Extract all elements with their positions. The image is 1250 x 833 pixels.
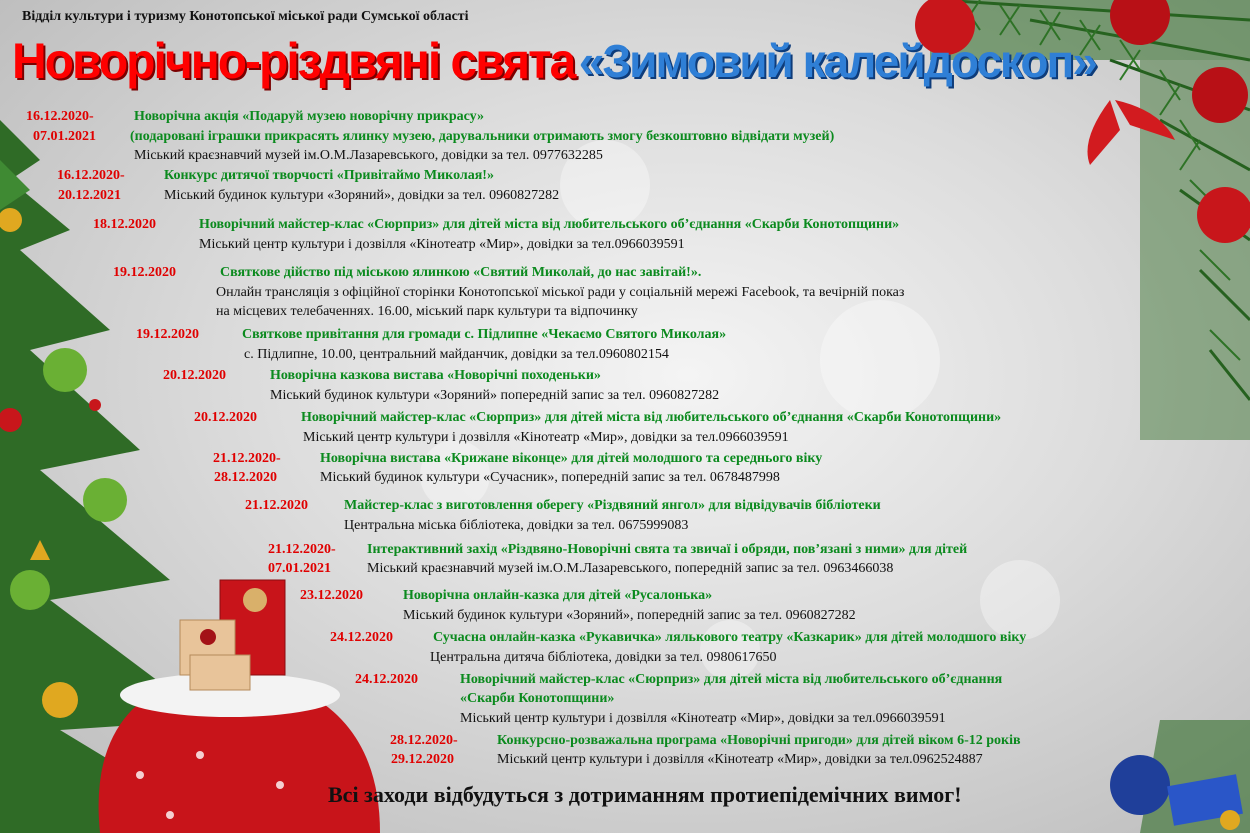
- event-date-start: 21.12.2020-: [213, 451, 281, 466]
- event-date-start: 20.12.2020: [163, 368, 226, 383]
- event-date-start: 16.12.2020-: [57, 168, 125, 183]
- event-title: Майстер-клас з виготовлення оберегу «Різдвяний янгол» для відвідувачів бібліотеки: [344, 498, 881, 513]
- event-date-end: 07.01.2021: [268, 561, 331, 576]
- event-date-end: 29.12.2020: [391, 752, 454, 767]
- event-place: Міський будинок культури «Зоряний» попередній запис за тел. 0960827282: [270, 388, 720, 403]
- event-place: Міський будинок культури «Зоряний», попередній запис за тел. 0960827282: [403, 608, 856, 623]
- event-date-start: 24.12.2020: [330, 630, 393, 645]
- event-place: Міський центр культури і дозвілля «Кінотеатр «Мир», довідки за тел.0966039591: [460, 711, 946, 726]
- event-place: Міський краєзнавчий музей ім.О.М.Лазаревського, довідки за тел. 0977632285: [134, 148, 603, 163]
- event-title: Новорічний майстер-клас «Сюрприз» для дітей міста від любительського об’єднання «Скарби Конотопщини»: [199, 217, 900, 232]
- event-title: Новорічний майстер-клас «Сюрприз» для дітей міста від любительського об’єднання: [460, 672, 1003, 687]
- event-title-cont: «Скарби Конотопщини»: [460, 691, 615, 706]
- event-title: Інтерактивний захід «Різдвяно-Новорічні свята та звичаї і обряди, пов’язані з ними» для дітей: [367, 542, 968, 557]
- event-title: Конкурсно-розважальна програма «Новорічні пригоди» для дітей віком 6-12 років: [497, 733, 1021, 748]
- event-title: Сучасна онлайн-казка «Рукавичка» лялькового театру «Казкарик» для дітей молодшого віку: [433, 630, 1027, 645]
- event-place: Міський центр культури і дозвілля «Кінотеатр «Мир», довідки за тел.0966039591: [303, 430, 789, 445]
- event-place: Міський краєзнавчий музей ім.О.М.Лазаревського, попередній запис за тел. 0963466038: [367, 561, 894, 576]
- event-place-cont: на місцевих телебаченнях. 16.00, міський парк культури та відпочинку: [216, 304, 638, 319]
- title-main: Новорічно-різдвяні свята: [12, 33, 575, 90]
- footer-notice: Всі заходи відбудуться з дотриманням протиепідемічних вимог!: [328, 782, 962, 807]
- event-place: с. Підлипне, 10.00, центральний майданчик, довідки за тел.0960802154: [244, 347, 669, 362]
- event-date-end: 20.12.2021: [58, 188, 121, 203]
- event-title-cont: (подаровані іграшки прикрасять ялинку музею, дарувальники отримають змогу безкоштовно відвідати музей): [130, 129, 835, 144]
- event-place: Онлайн трансляція з офіційної сторінки Конотопської міської ради у соціальній мережі Facebook, та вечірній показ: [216, 285, 905, 300]
- event-date-start: 24.12.2020: [355, 672, 418, 687]
- event-date-start: 21.12.2020-: [268, 542, 336, 557]
- event-date-end: 28.12.2020: [214, 470, 277, 485]
- event-date-start: 16.12.2020-: [26, 109, 94, 124]
- event-place: Міський центр культури і дозвілля «Кінотеатр «Мир», довідки за тел.0962524887: [497, 752, 983, 767]
- event-date-start: 19.12.2020: [136, 327, 199, 342]
- event-title: Святкове привітання для громади с. Підлипне «Чекаємо Святого Миколая»: [242, 327, 727, 342]
- title-subtitle: «Зимовий калейдоскоп»: [578, 35, 1096, 87]
- organization-header: Відділ культури і туризму Конотопської міської ради Сумської області: [22, 9, 469, 24]
- event-place: Міський центр культури і дозвілля «Кінотеатр «Мир», довідки за тел.0966039591: [199, 237, 685, 252]
- event-date-start: 23.12.2020: [300, 588, 363, 603]
- event-date-start: 19.12.2020: [113, 265, 176, 280]
- event-place: Міський будинок культури «Зоряний», довідки за тел. 0960827282: [164, 188, 560, 203]
- event-title: Новорічний майстер-клас «Сюрприз» для дітей міста від любительського об’єднання «Скарби Конотопщини»: [301, 410, 1002, 425]
- event-date-start: 18.12.2020: [93, 217, 156, 232]
- event-title: Святкове дійство під міською ялинкою «Святий Миколай, до нас завітай!».: [220, 265, 702, 280]
- event-date-start: 21.12.2020: [245, 498, 308, 513]
- event-place: Міський будинок культури «Сучасник», попередній запис за тел. 0678487998: [320, 470, 780, 485]
- event-title: Новорічна онлайн-казка для дітей «Русалонька»: [403, 588, 713, 603]
- event-title: Новорічна казкова вистава «Новорічні походеньки»: [270, 368, 601, 383]
- event-place: Центральна дитяча бібліотека, довідки за тел. 0980617650: [430, 650, 777, 665]
- event-title: Конкурс дитячої творчості «Привітаймо Миколая!»: [164, 168, 494, 183]
- blue-ornament-icon: [1100, 720, 1250, 833]
- page-title: [12, 34, 1096, 96]
- event-date-start: 28.12.2020-: [390, 733, 458, 748]
- event-date-start: 20.12.2020: [194, 410, 257, 425]
- event-place: Центральна міська бібліотека, довідки за тел. 0675999083: [344, 518, 689, 533]
- event-title: Новорічна вистава «Крижане віконце» для дітей молодшого та середнього віку: [320, 451, 823, 466]
- event-date-end: 07.01.2021: [33, 129, 96, 144]
- event-title: Новорічна акція «Подаруй музею новорічну прикрасу»: [134, 109, 485, 124]
